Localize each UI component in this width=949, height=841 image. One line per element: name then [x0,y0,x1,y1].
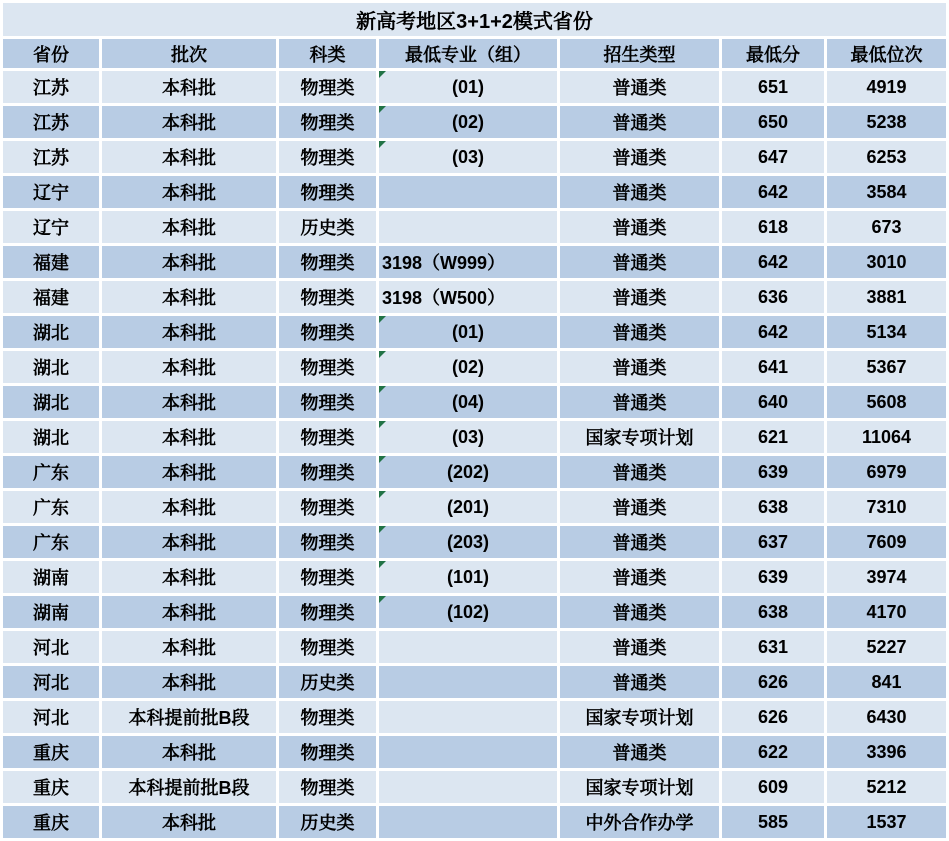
cell-type[interactable]: 普通类 [560,596,719,628]
green-triangle-icon [379,526,386,533]
cell-score[interactable]: 638 [722,491,824,523]
cell-rank[interactable]: 3974 [827,561,946,593]
cell-batch[interactable]: 本科批 [102,106,276,138]
cell-batch[interactable]: 本科批 [102,386,276,418]
cell-subject[interactable]: 物理类 [279,456,376,488]
table-row [3,281,946,313]
cell-province[interactable]: 湖北 [3,316,99,348]
cell-subject[interactable]: 物理类 [279,421,376,453]
cell-score[interactable]: 640 [722,386,824,418]
header-rank[interactable]: 最低位次 [827,39,946,68]
cell-score[interactable]: 631 [722,631,824,663]
table-row [3,456,946,488]
cell-type[interactable]: 普通类 [560,71,719,103]
cell-type[interactable]: 普通类 [560,281,719,313]
cell-subject[interactable]: 物理类 [279,246,376,278]
green-triangle-icon [379,491,386,498]
cell-major[interactable] [379,806,557,838]
cell-major[interactable] [379,141,557,173]
table-row [3,106,946,138]
cell-score[interactable]: 639 [722,456,824,488]
cell-batch[interactable]: 本科批 [102,71,276,103]
cell-score[interactable]: 638 [722,596,824,628]
table-row [3,771,946,803]
cell-province[interactable]: 湖北 [3,421,99,453]
header-row [3,39,946,68]
cell-province[interactable]: 广东 [3,526,99,558]
cell-subject[interactable]: 物理类 [279,701,376,733]
cell-subject[interactable]: 物理类 [279,176,376,208]
cell-major[interactable] [379,316,557,348]
header-major[interactable]: 最低专业（组） [379,39,557,68]
green-triangle-icon [379,596,386,603]
cell-subject[interactable]: 历史类 [279,666,376,698]
table-row [3,736,946,768]
cell-type[interactable]: 普通类 [560,211,719,243]
cell-major[interactable] [379,526,557,558]
cell-batch[interactable]: 本科批 [102,176,276,208]
green-triangle-icon [379,351,386,358]
green-triangle-icon [379,71,386,78]
cell-major[interactable] [379,106,557,138]
cell-rank[interactable]: 3396 [827,736,946,768]
cell-subject[interactable]: 历史类 [279,806,376,838]
cell-score[interactable]: 637 [722,526,824,558]
cell-province[interactable]: 辽宁 [3,176,99,208]
cell-subject[interactable]: 物理类 [279,281,376,313]
cell-text: (203) [446,531,490,552]
cell-text: (03) [451,426,484,447]
cell-major[interactable] [379,456,557,488]
cell-score[interactable]: 626 [722,701,824,733]
green-triangle-icon [379,106,386,113]
cell-subject[interactable]: 物理类 [279,526,376,558]
cell-batch[interactable]: 本科批 [102,666,276,698]
cell-rank[interactable]: 4919 [827,71,946,103]
cell-batch[interactable]: 本科提前批B段 [102,701,276,733]
cell-subject[interactable]: 物理类 [279,106,376,138]
cell-text: (04) [451,391,484,412]
cell-major[interactable] [379,71,557,103]
cell-major[interactable] [379,701,557,733]
header-type[interactable]: 招生类型 [560,39,719,68]
cell-major[interactable] [379,386,557,418]
cell-score[interactable]: 650 [722,106,824,138]
cell-rank[interactable]: 673 [827,211,946,243]
cell-subject[interactable]: 物理类 [279,491,376,523]
cell-rank[interactable]: 6430 [827,701,946,733]
cell-rank[interactable]: 7609 [827,526,946,558]
cell-province[interactable]: 河北 [3,701,99,733]
cell-score[interactable]: 622 [722,736,824,768]
cell-subject[interactable]: 物理类 [279,771,376,803]
header-batch[interactable]: 批次 [102,39,276,68]
cell-rank[interactable]: 3010 [827,246,946,278]
cell-province[interactable]: 福建 [3,246,99,278]
cell-major[interactable] [379,281,557,313]
cell-type[interactable]: 国家专项计划 [560,701,719,733]
cell-type[interactable]: 普通类 [560,736,719,768]
table-row [3,351,946,383]
cell-type[interactable]: 普通类 [560,456,719,488]
cell-province[interactable]: 河北 [3,666,99,698]
cell-rank[interactable]: 3881 [827,281,946,313]
cell-batch[interactable]: 本科批 [102,806,276,838]
cell-major[interactable] [379,561,557,593]
cell-batch[interactable]: 本科批 [102,561,276,593]
cell-score[interactable]: 651 [722,71,824,103]
cell-subject[interactable]: 物理类 [279,71,376,103]
cell-rank[interactable]: 5238 [827,106,946,138]
table-title[interactable]: 新高考地区3+1+2模式省份 [3,3,946,36]
cell-text: (102) [446,601,490,622]
cell-type[interactable]: 普通类 [560,246,719,278]
cell-type[interactable]: 中外合作办学 [560,806,719,838]
cell-text: 3198（W999） [382,253,506,273]
cell-batch[interactable]: 本科批 [102,246,276,278]
cell-type[interactable]: 普通类 [560,526,719,558]
cell-province[interactable]: 湖南 [3,596,99,628]
table-row [3,316,946,348]
green-triangle-icon [379,561,386,568]
cell-rank[interactable]: 6253 [827,141,946,173]
cell-type[interactable]: 普通类 [560,141,719,173]
green-triangle-icon [379,141,386,148]
cell-major[interactable] [379,491,557,523]
header-score[interactable]: 最低分 [722,39,824,68]
cell-batch[interactable]: 本科批 [102,631,276,663]
cell-province[interactable]: 重庆 [3,736,99,768]
cell-rank[interactable]: 1537 [827,806,946,838]
cell-batch[interactable]: 本科批 [102,211,276,243]
green-triangle-icon [379,386,386,393]
cell-rank[interactable]: 5212 [827,771,946,803]
cell-rank[interactable]: 5608 [827,386,946,418]
cell-batch[interactable]: 本科批 [102,421,276,453]
cell-subject[interactable]: 物理类 [279,351,376,383]
table-row [3,246,946,278]
cell-major[interactable] [379,421,557,453]
cell-score[interactable]: 618 [722,211,824,243]
cell-rank[interactable]: 3584 [827,176,946,208]
table-row [3,701,946,733]
cell-type[interactable]: 国家专项计划 [560,771,719,803]
header-subject[interactable]: 科类 [279,39,376,68]
table-row [3,176,946,208]
table-row [3,211,946,243]
table-row [3,386,946,418]
cell-subject[interactable]: 物理类 [279,631,376,663]
table-row [3,421,946,453]
green-triangle-icon [379,456,386,463]
cell-text: (03) [451,146,484,167]
cell-type[interactable]: 国家专项计划 [560,421,719,453]
cell-major[interactable] [379,666,557,698]
cell-subject[interactable]: 物理类 [279,561,376,593]
cell-score[interactable]: 636 [722,281,824,313]
cell-province[interactable]: 江苏 [3,71,99,103]
cell-score[interactable]: 647 [722,141,824,173]
table-body [3,71,946,838]
table-row [3,806,946,838]
header-province[interactable]: 省份 [3,39,99,68]
cell-score[interactable]: 641 [722,351,824,383]
cell-subject[interactable]: 物理类 [279,386,376,418]
cell-score[interactable]: 639 [722,561,824,593]
cell-rank[interactable]: 5367 [827,351,946,383]
cell-score[interactable]: 609 [722,771,824,803]
cell-major[interactable] [379,351,557,383]
cell-type[interactable]: 普通类 [560,316,719,348]
cell-subject[interactable]: 物理类 [279,316,376,348]
table-row [3,526,946,558]
cell-type[interactable]: 普通类 [560,491,719,523]
cell-major[interactable] [379,246,557,278]
cell-batch[interactable]: 本科批 [102,456,276,488]
cell-province[interactable]: 河北 [3,631,99,663]
cell-score[interactable]: 626 [722,666,824,698]
cell-score[interactable]: 621 [722,421,824,453]
cell-subject[interactable]: 历史类 [279,211,376,243]
cell-major[interactable] [379,771,557,803]
cell-batch[interactable]: 本科批 [102,526,276,558]
cell-province[interactable]: 广东 [3,491,99,523]
cell-score[interactable]: 642 [722,316,824,348]
cell-province[interactable]: 湖北 [3,351,99,383]
title-row [3,3,946,36]
cell-province[interactable]: 江苏 [3,106,99,138]
cell-major[interactable] [379,176,557,208]
table-row [3,141,946,173]
cell-rank[interactable]: 5227 [827,631,946,663]
cell-province[interactable]: 广东 [3,456,99,488]
cell-type[interactable]: 普通类 [560,631,719,663]
table-row [3,596,946,628]
cell-text: (01) [451,76,484,97]
cell-type[interactable]: 普通类 [560,666,719,698]
cell-text: (101) [446,566,490,587]
table-row [3,71,946,103]
cell-type[interactable]: 普通类 [560,106,719,138]
cell-text: (201) [446,496,490,517]
table-row [3,491,946,523]
cell-province[interactable]: 辽宁 [3,211,99,243]
cell-text: (01) [451,321,484,342]
cell-text: (02) [451,356,484,377]
cell-batch[interactable]: 本科批 [102,596,276,628]
cell-major[interactable] [379,596,557,628]
cell-province[interactable]: 湖南 [3,561,99,593]
cell-subject[interactable]: 物理类 [279,596,376,628]
cell-rank[interactable]: 5134 [827,316,946,348]
cell-major[interactable] [379,631,557,663]
cell-type[interactable]: 普通类 [560,561,719,593]
cell-batch[interactable]: 本科批 [102,316,276,348]
cell-batch[interactable]: 本科提前批B段 [102,771,276,803]
cell-score[interactable]: 585 [722,806,824,838]
cell-batch[interactable]: 本科批 [102,491,276,523]
cell-rank[interactable]: 6979 [827,456,946,488]
green-triangle-icon [379,421,386,428]
cell-text: (02) [451,111,484,132]
cell-subject[interactable]: 物理类 [279,141,376,173]
cell-score[interactable]: 642 [722,246,824,278]
table-row [3,631,946,663]
cell-batch[interactable]: 本科批 [102,281,276,313]
cell-province[interactable]: 湖北 [3,386,99,418]
green-triangle-icon [379,316,386,323]
table-row [3,666,946,698]
cell-batch[interactable]: 本科批 [102,736,276,768]
cell-province[interactable]: 江苏 [3,141,99,173]
cell-province[interactable]: 福建 [3,281,99,313]
cell-subject[interactable]: 物理类 [279,736,376,768]
cell-type[interactable]: 普通类 [560,386,719,418]
cell-province[interactable]: 重庆 [3,806,99,838]
cell-type[interactable]: 普通类 [560,351,719,383]
cell-major[interactable] [379,736,557,768]
table-row [3,561,946,593]
cell-rank[interactable]: 4170 [827,596,946,628]
cell-province[interactable]: 重庆 [3,771,99,803]
cell-batch[interactable]: 本科批 [102,351,276,383]
cell-text: 3198（W500） [382,288,506,308]
cell-rank[interactable]: 11064 [827,421,946,453]
cell-rank[interactable]: 841 [827,666,946,698]
cell-batch[interactable]: 本科批 [102,141,276,173]
cell-score[interactable]: 642 [722,176,824,208]
cell-type[interactable]: 普通类 [560,176,719,208]
cell-rank[interactable]: 7310 [827,491,946,523]
cell-text: (202) [446,461,490,482]
cell-major[interactable] [379,211,557,243]
